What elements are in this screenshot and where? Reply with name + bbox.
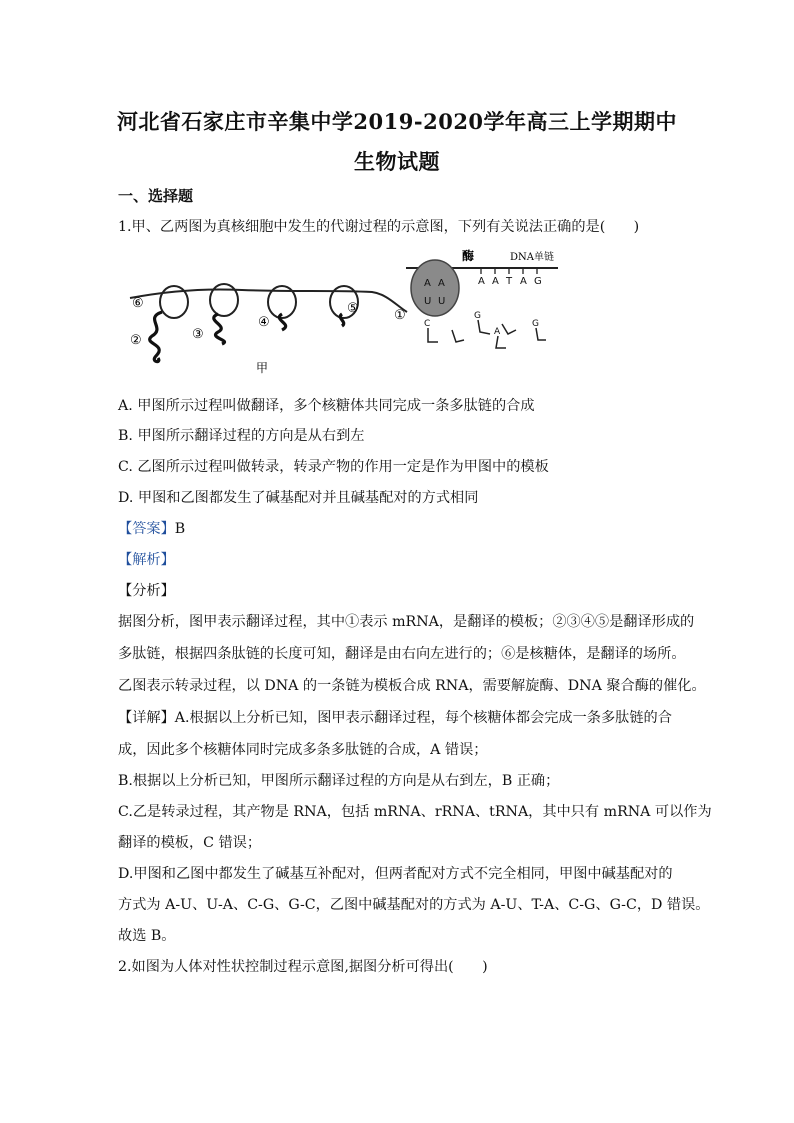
option-c: C. 乙图所示过程叫做转录，转录产物的作用一定是作为甲图中的模板 <box>118 459 549 475</box>
document-title-line-2: 生物试题 <box>354 149 440 174</box>
rna-polymerase-enzyme <box>411 260 459 316</box>
inner-base-bottom-2: U <box>438 296 446 307</box>
option-d: D. 甲图和乙图都发生了碱基配对并且碱基配对的方式相同 <box>118 490 479 506</box>
detail-line-8: 故选 B。 <box>118 928 176 944</box>
option-a: A. 甲图所示过程叫做翻译，多个核糖体共同完成一条多肽链的合成 <box>118 398 535 414</box>
marker-4: ④ <box>258 315 270 330</box>
polypeptide-chains <box>150 312 344 362</box>
detail-line-4: C.乙是转录过程，其产物是 RNA，包括 mRNA、rRNA、tRNA，其中只有 mRNA 可以作为 <box>118 804 712 820</box>
inner-base-top-2: A <box>438 278 445 289</box>
answer-value: B <box>174 521 186 537</box>
answer-line <box>118 519 688 539</box>
fenxi-line-2: 多肽链，根据四条肽链的长度可知，翻译是由右向左进行的；⑥是核糖体，是翻译的场所。 <box>118 646 686 662</box>
figure-label-jia: 甲 <box>256 361 269 375</box>
detail-line-2: 成，因此多个核糖体同时完成多条多肽链的合成，A 错误； <box>118 742 488 758</box>
enzyme-label: 酶 <box>462 249 475 263</box>
section-heading: 一、选择题 <box>118 187 194 205</box>
document-title-line-1: 河北省石家庄市辛集中学2019-2020学年高三上学期期中 <box>116 109 678 134</box>
analysis-tag: 【解析】 <box>118 552 175 568</box>
dna-base-4: A <box>520 276 527 287</box>
detail-text-1: A.根据以上分析已知，图甲表示翻译过程，每个核糖体都会完成一条多肽链的合 <box>174 710 672 726</box>
free-nucleotides <box>428 320 546 348</box>
free-base-4: G <box>532 319 539 329</box>
marker-1: ① <box>394 308 406 323</box>
question-1-stem: 1.甲、乙两图为真核细胞中发生的代谢过程的示意图，下列有关说法正确的是( ) <box>118 219 640 235</box>
answer-tag: 【答案】 <box>118 521 175 537</box>
free-base-2: G <box>474 311 481 321</box>
free-base-3: A <box>494 327 501 337</box>
detail-line-5: 翻译的模板，C 错误； <box>118 835 262 851</box>
inner-base-bottom-1: U <box>424 296 432 307</box>
inner-base-top-1: A <box>424 278 431 289</box>
marker-3: ③ <box>192 327 204 342</box>
ribosomes <box>160 284 358 318</box>
marker-6: ⑥ <box>132 296 144 311</box>
detail-line-1 <box>118 708 688 728</box>
marker-5: ⑤ <box>347 301 359 316</box>
fenxi-line-3: 乙图表示转录过程，以 DNA 的一条链为模板合成 RNA，需要解旋酶、DNA 聚合酶的催化。 <box>118 678 706 694</box>
detail-tag: 【详解】 <box>118 710 175 726</box>
fenxi-tag: 【分析】 <box>118 583 175 599</box>
option-b: B. 甲图所示翻译过程的方向是从右到左 <box>118 428 365 444</box>
dna-base-3: T <box>506 276 513 287</box>
dna-single-strand-label: DNA单链 <box>510 252 554 263</box>
fenxi-line-1: 据图分析，图甲表示翻译过程，其中①表示 mRNA，是翻译的模板；②③④⑤是翻译形成的 <box>118 614 695 630</box>
free-base-1: C <box>424 319 431 329</box>
marker-2: ② <box>130 333 142 348</box>
detail-line-3: B.根据以上分析已知，甲图所示翻译过程的方向是从右到左，B 正确； <box>118 773 560 789</box>
question-1-figure <box>122 240 562 376</box>
detail-line-6: D.甲图和乙图中都发生了碱基互补配对，但两者配对方式不完全相同，甲图中碱基配对的 <box>118 866 673 882</box>
dna-base-2: A <box>492 276 499 287</box>
dna-base-5: G <box>534 276 542 287</box>
dna-base-1: A <box>478 276 485 287</box>
question-2-stem: 2.如图为人体对性状控制过程示意图,据图分析可得出( ) <box>118 959 488 975</box>
detail-line-7: 方式为 A-U、U-A、C-G、G-C，乙图中碱基配对的方式为 A-U、T-A、C-G、G-C，D 错误。 <box>118 897 710 913</box>
